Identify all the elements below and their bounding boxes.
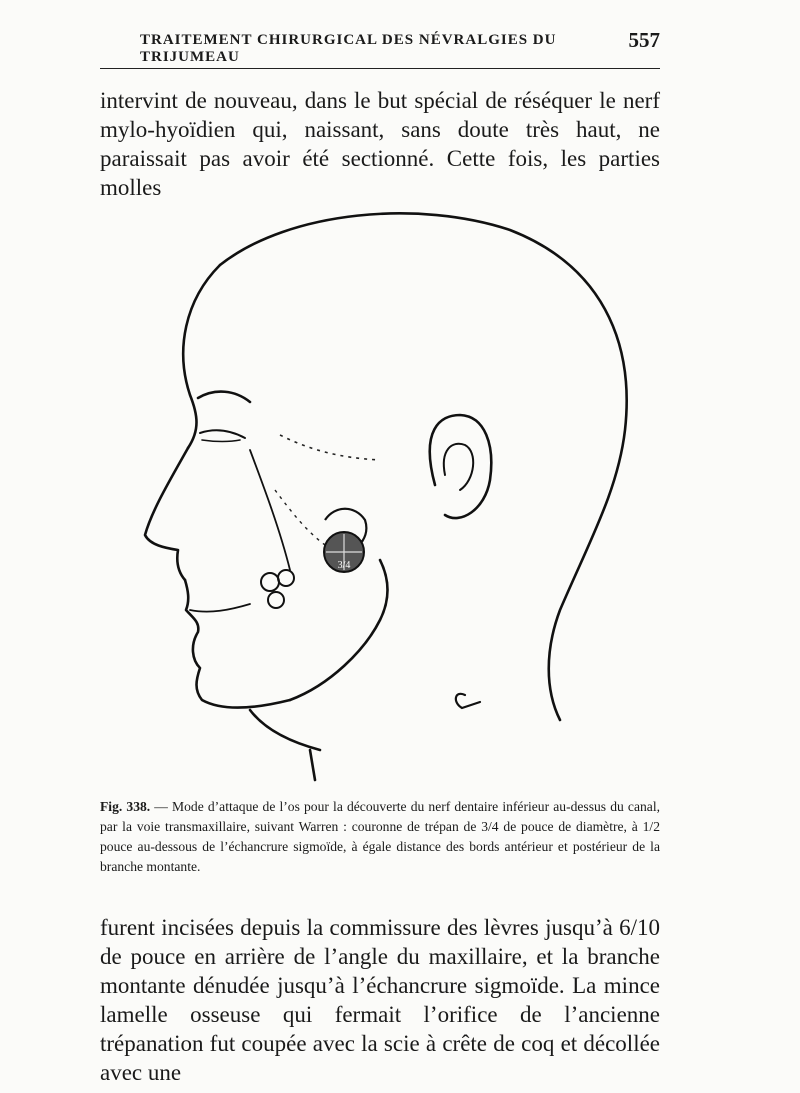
- running-title: TRAITEMENT CHIRURGICAL DES NÉVRALGIES DU TRIJUMEAU: [140, 32, 557, 65]
- forehead-outline: [183, 265, 220, 448]
- page-number: 557: [628, 28, 660, 52]
- head-outline: [145, 213, 627, 780]
- figure-caption-text: — Mode d’attaque de l’os pour la découverte du nerf dentaire inférieur au-dessus du canal, par la voie transmaxillaire, suivant Warren : couronne de trépan de 3/4 de pouce de diamètre, à 1/2 pouce au-dessous de l’échancrure sigmoïde, à égale distance des bords antérieur et postérieur de la branche montante.: [100, 799, 660, 874]
- lips-chin-outline: [185, 580, 290, 708]
- tooth: [261, 573, 279, 591]
- mouth-line: [190, 604, 250, 612]
- ear-outline: [430, 415, 491, 518]
- nose-outline: [145, 448, 188, 580]
- eye-lower: [202, 440, 240, 442]
- skull-outline: [220, 213, 627, 720]
- ear-inner: [444, 444, 473, 490]
- teeth-group: [261, 570, 294, 608]
- cheek-line: [250, 450, 290, 570]
- head-profile-drawing: [90, 190, 710, 790]
- eye-lid: [200, 430, 245, 438]
- header-rule: [100, 68, 660, 69]
- figure-caption: [100, 797, 660, 877]
- nerve-dotted-path: [280, 435, 380, 460]
- figure-head-illustration: [90, 190, 710, 790]
- neck-line: [310, 750, 315, 780]
- paragraph-top: intervint de nouveau, dans le but spécial de réséquer le nerf mylo-hyoïdien qui, naissant, sans doute très haut, ne paraissait pas avoir été sectionné. Cette fois, les parties molles: [100, 88, 660, 200]
- tooth: [278, 570, 294, 586]
- neck-front: [250, 710, 320, 750]
- eyebrow: [198, 392, 250, 402]
- page-header: [100, 28, 660, 65]
- trephine-label: 3/4: [337, 560, 351, 571]
- neck-mark: [456, 694, 480, 708]
- paragraph-bottom: furent incisées depuis la commissure des lèvres jusqu’à 6/10 de pouce en arrière de l’angle du maxillaire, et la branche montante dénudée jusqu’à l’échancrure sigmoïde. La mince lamelle osseuse qui fermait l’orifice de l’ancienne trépanation fut coupée avec la scie à crête de coq et décollée avec une: [100, 915, 660, 1085]
- jaw-dotted-path: [275, 490, 325, 545]
- tooth: [268, 592, 284, 608]
- figure-label: Fig. 338.: [100, 799, 151, 814]
- jaw-outline: [290, 560, 388, 700]
